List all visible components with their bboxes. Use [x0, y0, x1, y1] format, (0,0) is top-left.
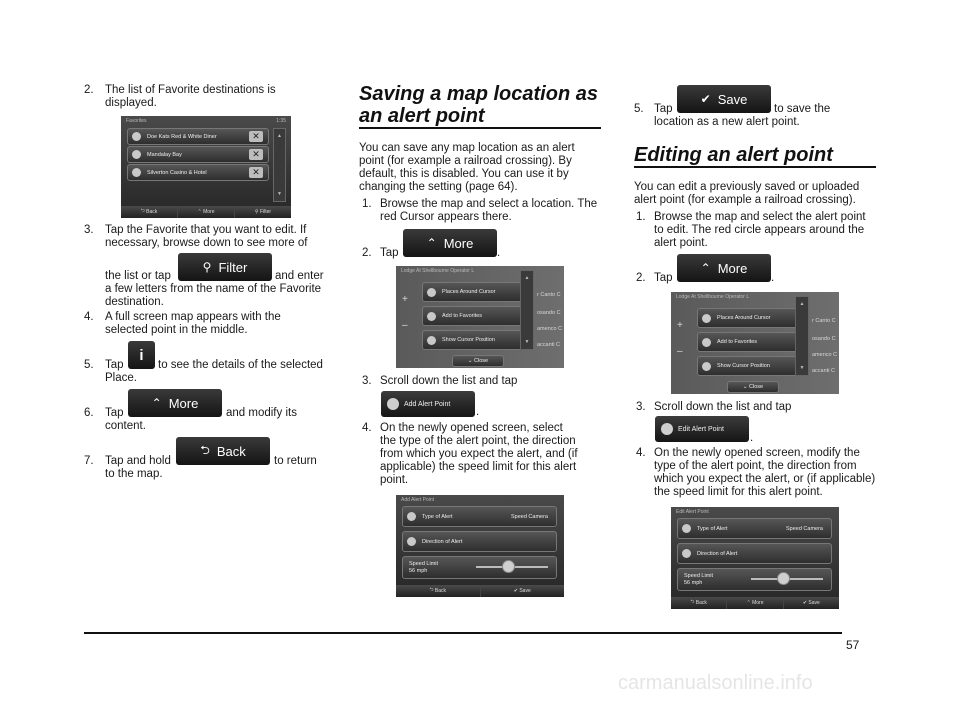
step-text: .: [771, 272, 775, 284]
step-number: 4.: [84, 311, 94, 323]
pin-icon: [132, 168, 141, 177]
menu-item[interactable]: Show Cursor Position: [697, 356, 809, 376]
zoom-in-icon[interactable]: +: [677, 320, 683, 331]
step-number: 1.: [362, 198, 372, 210]
section-heading: an alert point: [359, 105, 485, 127]
more-button[interactable]: ⌃ More: [677, 254, 771, 282]
step-number: 2.: [84, 84, 94, 96]
alert-type-row[interactable]: Type of Alert Speed Camera: [402, 506, 557, 527]
heading-rule: [359, 127, 601, 129]
scrollbar[interactable]: [520, 270, 534, 350]
step-number: 7.: [84, 455, 94, 467]
step-text: the list or tap: [105, 270, 171, 282]
save-button[interactable]: ✔ Save: [783, 597, 839, 609]
step-text: red Cursor appears there.: [380, 211, 512, 223]
back-button[interactable]: ⮌ Back: [396, 585, 480, 597]
favorite-item-label: Doe Kats Red & White Diner: [147, 133, 217, 140]
step-text: necessary, browse down to see more of: [105, 237, 308, 249]
map-street-label: osando C: [537, 310, 561, 316]
favorite-item[interactable]: [127, 128, 269, 145]
step-text: to the map.: [105, 468, 163, 480]
step-text: On the newly opened screen, modify the: [654, 447, 860, 459]
cursor-menu-screenshot: [671, 292, 839, 394]
step-text: Tap: [105, 359, 124, 371]
step-text: the speed limit for this alert point.: [654, 486, 823, 498]
add-alert-screenshot: [396, 495, 564, 597]
step-text: Place.: [105, 372, 137, 384]
chevron-up-icon: ⌃: [151, 396, 162, 410]
step-number: 6.: [84, 407, 94, 419]
slider-handle[interactable]: [502, 560, 515, 573]
step-text: to edit. The red circle appears around the: [654, 224, 865, 236]
edit-alert-point-button[interactable]: Edit Alert Point: [655, 416, 749, 442]
favorites-screenshot: [121, 116, 291, 218]
favorite-item-label: Silverton Casino & Hotel: [147, 169, 207, 176]
alert-point-icon: [387, 398, 399, 410]
favorite-item-label: Mandalay Bay: [147, 151, 182, 158]
step-text: applicable) the speed limit for this alert: [380, 461, 577, 473]
pin-icon: [427, 288, 436, 297]
map-street-label: r Canto C: [812, 318, 836, 324]
cursor-menu-screenshot: [396, 266, 564, 368]
step-text: .: [476, 406, 480, 418]
step-number: 3.: [362, 375, 372, 387]
scroll-up-icon[interactable]: ▲: [277, 133, 282, 139]
step-number: 3.: [636, 401, 646, 413]
step-text: and enter: [275, 270, 324, 282]
step-text: .: [497, 247, 501, 259]
menu-item[interactable]: Add to Favorites: [422, 306, 534, 326]
step-number: 5.: [84, 359, 94, 371]
back-button[interactable]: ⮌ Back: [671, 597, 726, 609]
chevron-up-icon: ⌃: [700, 261, 711, 275]
step-text: A full screen map appears with the: [105, 311, 281, 323]
step-text: The list of Favorite destinations is: [105, 84, 276, 96]
body-text: alert point (for example a railroad crossing).: [634, 194, 856, 206]
alert-direction-row[interactable]: Direction of Alert: [677, 543, 832, 564]
position-icon: [702, 362, 711, 371]
step-text: destination.: [105, 296, 164, 308]
step-text: location as a new alert point.: [654, 116, 800, 128]
step-number: 4.: [362, 422, 372, 434]
scroll-down-icon[interactable]: ▼: [277, 191, 282, 197]
search-icon: ⚲: [202, 260, 212, 274]
step-text: type of the alert point, the direction from: [654, 460, 857, 472]
delete-icon[interactable]: ✕: [249, 149, 263, 160]
check-icon: ✔: [700, 92, 711, 106]
pin-icon: [132, 132, 141, 141]
body-text: changing the setting (page 64).: [359, 181, 518, 193]
pin-icon: [132, 150, 141, 159]
step-text: Browse the map and select the alert point: [654, 211, 866, 223]
step-text: Tap: [654, 272, 673, 284]
pin-icon: [702, 338, 711, 347]
chevron-down-icon: ⌄: [742, 384, 750, 390]
section-heading: Saving a map location as: [359, 83, 598, 105]
info-button[interactable]: [128, 341, 155, 369]
bottom-bar: [121, 206, 291, 218]
step-text: a few letters from the name of the Favorite: [105, 283, 322, 295]
step-text: alert point.: [654, 237, 708, 249]
body-text: point (for example a railroad crossing). By: [359, 155, 572, 167]
back-arrow-icon: ⮌: [200, 442, 210, 457]
info-icon: i: [139, 346, 144, 364]
more-button[interactable]: ⌃ More: [177, 206, 234, 218]
step-number: 2.: [362, 247, 372, 259]
close-button[interactable]: ⌄ Close: [452, 355, 504, 367]
step-number: 3.: [84, 224, 94, 236]
menu-item[interactable]: Add to Favorites: [697, 332, 809, 352]
step-text: the type of the alert point, the direction: [380, 435, 576, 447]
watermark: carmanualsonline.info: [618, 672, 813, 694]
close-button[interactable]: ⌄ Close: [727, 381, 779, 393]
filter-button[interactable]: ⚲ Filter: [178, 253, 272, 281]
body-text: You can save any map location as an alert: [359, 142, 575, 154]
step-text: Tap the Favorite that you want to edit. If: [105, 224, 307, 236]
alert-type-icon: [407, 512, 416, 521]
pin-icon: [427, 312, 436, 321]
screen-title: Lodge At Shellbourne Operator L: [676, 294, 750, 300]
screen-title: Lodge At Shellbourne Operator L: [401, 268, 475, 274]
section-heading: Editing an alert point: [634, 144, 833, 166]
screen-title: Favorites: [126, 118, 147, 124]
step-text: Tap: [105, 407, 124, 419]
scrollbar[interactable]: [795, 296, 809, 376]
step-text: Tap and hold: [105, 455, 171, 467]
screen-title: Edit Alert Point: [676, 509, 709, 515]
menu-item[interactable]: Places Around Cursor: [697, 308, 809, 328]
menu-item[interactable]: Show Cursor Position: [422, 330, 534, 350]
step-text: content.: [105, 420, 146, 432]
map-street-label: accanti C: [537, 342, 560, 348]
map-street-label: amenco C: [812, 352, 838, 358]
chevron-up-icon: ⌃: [426, 236, 437, 250]
filter-button[interactable]: ⚲ Filter: [234, 206, 291, 218]
zoom-in-icon[interactable]: +: [402, 294, 408, 305]
scroll-up-icon[interactable]: ▲: [524, 275, 530, 281]
step-text: .: [750, 432, 754, 444]
scrollbar[interactable]: [273, 128, 286, 202]
step-text: to save the: [774, 103, 831, 115]
step-text: and modify its: [226, 407, 297, 419]
zoom-out-icon[interactable]: –: [402, 320, 408, 331]
back-button[interactable]: ⮌ Back: [121, 206, 177, 218]
bottom-bar: [396, 585, 564, 597]
step-text: Tap: [380, 247, 399, 259]
step-text: Tap: [654, 103, 673, 115]
menu-item[interactable]: Places Around Cursor: [422, 282, 534, 302]
pin-icon: [702, 314, 711, 323]
step-text: displayed.: [105, 97, 157, 109]
save-button[interactable]: ✔ Save: [480, 585, 565, 597]
more-button[interactable]: ⌃ More: [128, 389, 222, 417]
step-text: On the newly opened screen, select: [380, 422, 563, 434]
bottom-bar: [671, 597, 839, 609]
step-number: 2.: [636, 272, 646, 284]
alert-type-row[interactable]: Type of Alert Speed Camera: [677, 518, 832, 539]
chevron-down-icon: ⌄: [467, 358, 475, 364]
favorite-item[interactable]: [127, 164, 269, 181]
step-text: Scroll down the list and tap: [654, 401, 792, 413]
speed-limit-row[interactable]: Speed Limit 56 mph: [677, 568, 832, 591]
zoom-out-icon[interactable]: –: [677, 346, 683, 357]
body-text: default, this is disabled. You can use it by: [359, 168, 569, 180]
step-number: 5.: [634, 103, 644, 115]
step-text: to see the details of the selected: [158, 359, 323, 371]
add-alert-point-button[interactable]: Add Alert Point: [381, 391, 475, 417]
speed-limit-row[interactable]: Speed Limit 56 mph: [402, 556, 557, 579]
step-text: Scroll down the list and tap: [380, 375, 518, 387]
step-text: which you expect the alert, or (if applicable): [654, 473, 876, 485]
save-button[interactable]: ✔ Save: [677, 85, 771, 113]
heading-rule: [634, 166, 876, 168]
more-button[interactable]: ⌃ More: [403, 229, 497, 257]
screen-title: Add Alert Point: [401, 497, 435, 503]
direction-icon: [407, 537, 416, 546]
footer-rule: [84, 632, 842, 634]
map-street-label: osando C: [812, 336, 836, 342]
step-text: from which you expect the alert, and (if: [380, 448, 578, 460]
step-text: to return: [274, 455, 317, 467]
delete-icon[interactable]: ✕: [249, 131, 263, 142]
position-icon: [427, 336, 436, 345]
delete-icon[interactable]: ✕: [249, 167, 263, 178]
slider-handle[interactable]: [777, 572, 790, 585]
step-text: point.: [380, 474, 409, 486]
edit-alert-screenshot: [671, 507, 839, 609]
alert-type-icon: [682, 524, 691, 533]
scroll-down-icon[interactable]: ▼: [799, 365, 805, 371]
scroll-down-icon[interactable]: ▼: [524, 339, 530, 345]
alert-direction-row[interactable]: Direction of Alert: [402, 531, 557, 552]
map-street-label: accanti C: [812, 368, 835, 374]
step-text: selected point in the middle.: [105, 324, 248, 336]
scroll-up-icon[interactable]: ▲: [799, 301, 805, 307]
step-text: Browse the map and select a location. The: [380, 198, 598, 210]
step-number: 4.: [636, 447, 646, 459]
step-number: 1.: [636, 211, 646, 223]
body-text: You can edit a previously saved or uploaded: [634, 181, 860, 193]
direction-icon: [682, 549, 691, 558]
alert-point-icon: [661, 423, 673, 435]
map-street-label: r Canto C: [537, 292, 561, 298]
back-button[interactable]: ⮌ Back: [176, 437, 270, 465]
more-button[interactable]: ⌃ More: [726, 597, 782, 609]
favorite-item[interactable]: [127, 146, 269, 163]
screen-time: 1:35: [276, 118, 286, 124]
map-street-label: amenco C: [537, 326, 563, 332]
page-number: 57: [846, 638, 860, 652]
